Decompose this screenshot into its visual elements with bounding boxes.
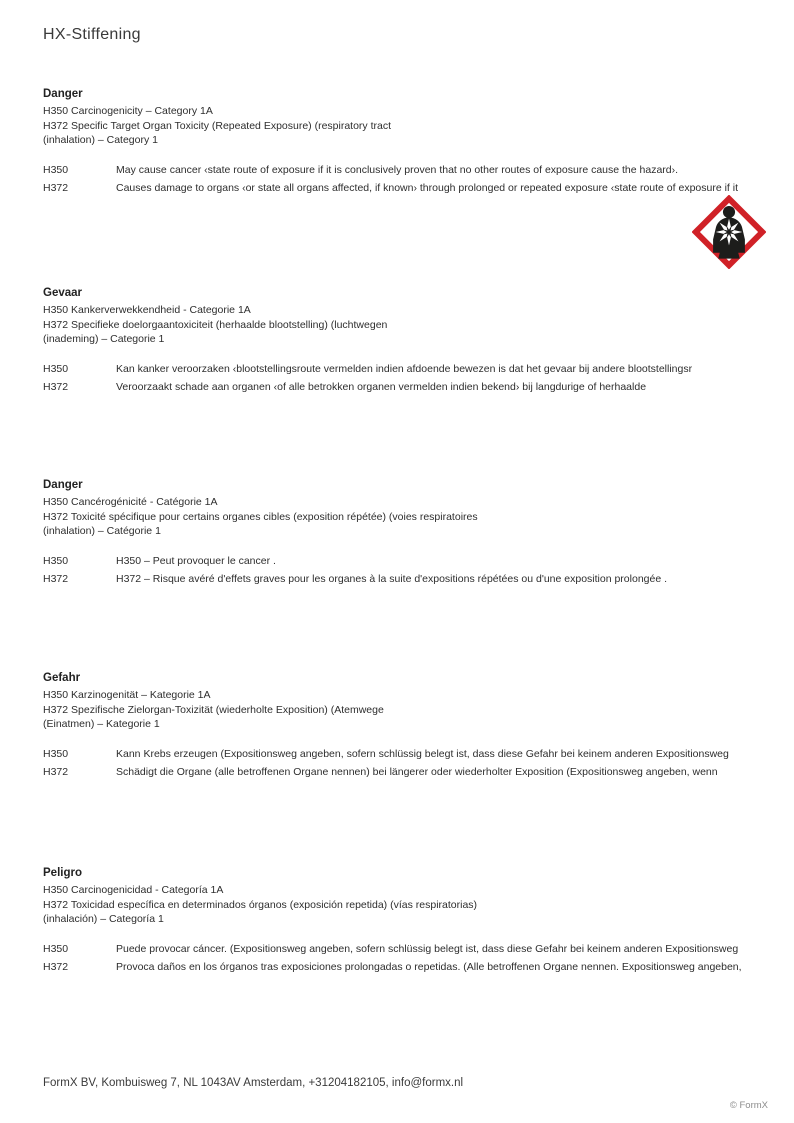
signal-word: Peligro <box>43 867 82 879</box>
classification-line: H350 Carcinogenicity – Category 1A <box>43 105 213 117</box>
hazard-statement-row <box>43 763 773 781</box>
hazard-statement-row <box>43 570 773 588</box>
hazard-code: H372 <box>43 380 69 393</box>
classification-line: H372 Specifieke doelorgaantoxiciteit (herhaalde blootstelling) (luchtwegen <box>43 318 388 331</box>
classification-line: H350 Cancérogénicité - Catégorie 1A <box>43 496 218 508</box>
signal-word: Danger <box>43 479 83 491</box>
classification-line: (inhalación) – Categoría 1 <box>43 913 164 925</box>
hazard-text: Veroorzaakt schade aan organen ‹of alle betrokken organen vermelden indien bekend› bij langdurige of herhaalde <box>116 380 647 393</box>
hazard-statements <box>43 161 773 197</box>
hazard-code: H372 <box>43 181 69 194</box>
hazard-statement-row <box>43 958 773 976</box>
hazard-code: H372 <box>43 765 69 778</box>
classification-line: H350 Carcinogenicidad - Categoría 1A <box>43 884 224 896</box>
hazard-text: Schädigt die Organe (alle betroffenen Organe nennen) bei längerer oder wiederholter Exposition (Expositionsweg angeben, wenn <box>116 765 718 778</box>
hazard-statement-row <box>43 378 773 396</box>
classification-line: (inhalation) – Category 1 <box>43 134 158 146</box>
hazard-statement-row <box>43 161 773 179</box>
classification-line: H372 Toxicité spécifique pour certains organes cibles (exposition répétée) (voies respiratoires <box>43 510 478 523</box>
classification-line: (inademing) – Categorie 1 <box>43 333 165 345</box>
hazard-text: Puede provocar cáncer. (Expositionsweg angeben, sofern schlüssig belegt ist, dass diese Gefahr bei keinem anderen Expositionsweg <box>116 942 739 955</box>
hazard-text: May cause cancer ‹state route of exposure if it is conclusively proven that no other routes of exposure cause the hazard›. <box>116 163 679 176</box>
hazard-text: H372 – Risque avéré d'effets graves pour les organes à la suite d'expositions répétées ou d'une exposition prolongée . <box>116 572 668 585</box>
hazard-text: Kan kanker veroorzaken ‹blootstellingsroute vermelden indien afdoende bewezen is dat het gevaar bij andere blootstellingsr <box>116 362 693 375</box>
hazard-code: H350 <box>43 942 69 955</box>
classification-line: H372 Toxicidad específica en determinados órganos (exposición repetida) (vías respiratorias) <box>43 898 478 911</box>
hazard-statement-row <box>43 360 773 378</box>
classification-line: H372 Spezifische Zielorgan-Toxizität (wiederholte Exposition) (Atemwege <box>43 703 384 716</box>
hazard-statements <box>43 940 773 976</box>
hazard-code: H350 <box>43 747 69 760</box>
page-title: HX-Stiffening <box>43 26 141 43</box>
classification-line: H372 Specific Target Organ Toxicity (Repeated Exposure) (respiratory tract <box>43 119 392 132</box>
classification-line: H350 Kankerverwekkendheid - Categorie 1A <box>43 304 251 316</box>
copyright-notice: © FormX <box>729 1100 768 1111</box>
hazard-code: H372 <box>43 960 69 973</box>
hazard-section-german <box>43 672 773 781</box>
signal-word: Gefahr <box>43 672 81 684</box>
hazard-section-spanish <box>43 867 773 976</box>
hazard-statement-row <box>43 940 773 958</box>
classification-line: (Einatmen) – Kategorie 1 <box>43 718 160 730</box>
hazard-text: Kann Krebs erzeugen (Expositionsweg angeben, sofern schlüssig belegt ist, dass diese Gefahr bei keinem anderen Expositionsweg <box>116 747 729 760</box>
hazard-text: Provoca daños en los órganos tras exposiciones prolongadas o repetidas. (Alle betroffenen Organe nennen. Expositionsweg angeben, <box>116 960 742 973</box>
footer-address: FormX BV, Kombuisweg 7, NL 1043AV Amsterdam, +31204182105, info@formx.nl <box>43 1077 464 1089</box>
hazard-code: H350 <box>43 554 69 567</box>
hazard-text: Causes damage to organs ‹or state all organs affected, if known› through prolonged or repeated exposure ‹state route of exposure if it <box>116 181 739 194</box>
classification-line: (inhalation) – Catégorie 1 <box>43 525 161 537</box>
hazard-statement-row <box>43 552 773 570</box>
hazard-statement-row <box>43 745 773 763</box>
hazard-statements <box>43 360 773 396</box>
hazard-statement-row <box>43 179 773 197</box>
hazard-code: H350 <box>43 163 69 176</box>
hazard-text: H350 – Peut provoquer le cancer . <box>116 554 276 567</box>
hazard-statements <box>43 745 773 781</box>
hazard-section-english <box>43 88 773 197</box>
hazard-code: H350 <box>43 362 69 375</box>
ghs08-health-hazard-icon <box>692 195 766 269</box>
hazard-section-french <box>43 479 773 588</box>
hazard-section-dutch <box>43 287 773 396</box>
signal-word: Danger <box>43 88 83 100</box>
signal-word: Gevaar <box>43 287 83 299</box>
hazard-statements <box>43 552 773 588</box>
hazard-code: H372 <box>43 572 69 585</box>
classification-line: H350 Karzinogenität – Kategorie 1A <box>43 689 211 701</box>
